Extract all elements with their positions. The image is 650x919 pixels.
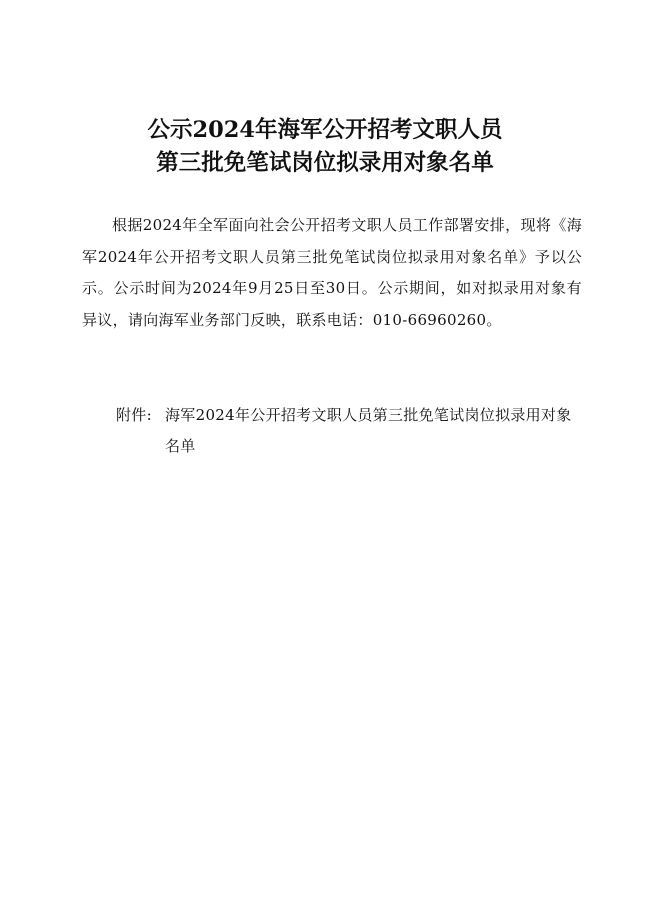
- document-title: [0, 114, 650, 180]
- title-line-2: 第三批免笔试岗位拟录用对象名单: [156, 150, 494, 176]
- title-line-1: 公示2024年海军公开招考文职人员: [147, 117, 503, 143]
- announcement-body: 根据2024年全军面向社会公开招考文职人员工作部署安排，现将《海军2024年公开招考文职人员第三批免笔试岗位拟录用对象名单》予以公示。公示时间为2024年9月25日至30日。公示期间，如对拟录用对象有异议，请向海军业务部门反映，联系电话：010-66960260。: [82, 216, 582, 329]
- attachment-content: 海军2024年公开招考文职人员第三批免笔试岗位拟录用对象名单: [165, 406, 572, 455]
- attachment-block: [116, 400, 586, 462]
- attachment-label: 附件:: [116, 406, 152, 424]
